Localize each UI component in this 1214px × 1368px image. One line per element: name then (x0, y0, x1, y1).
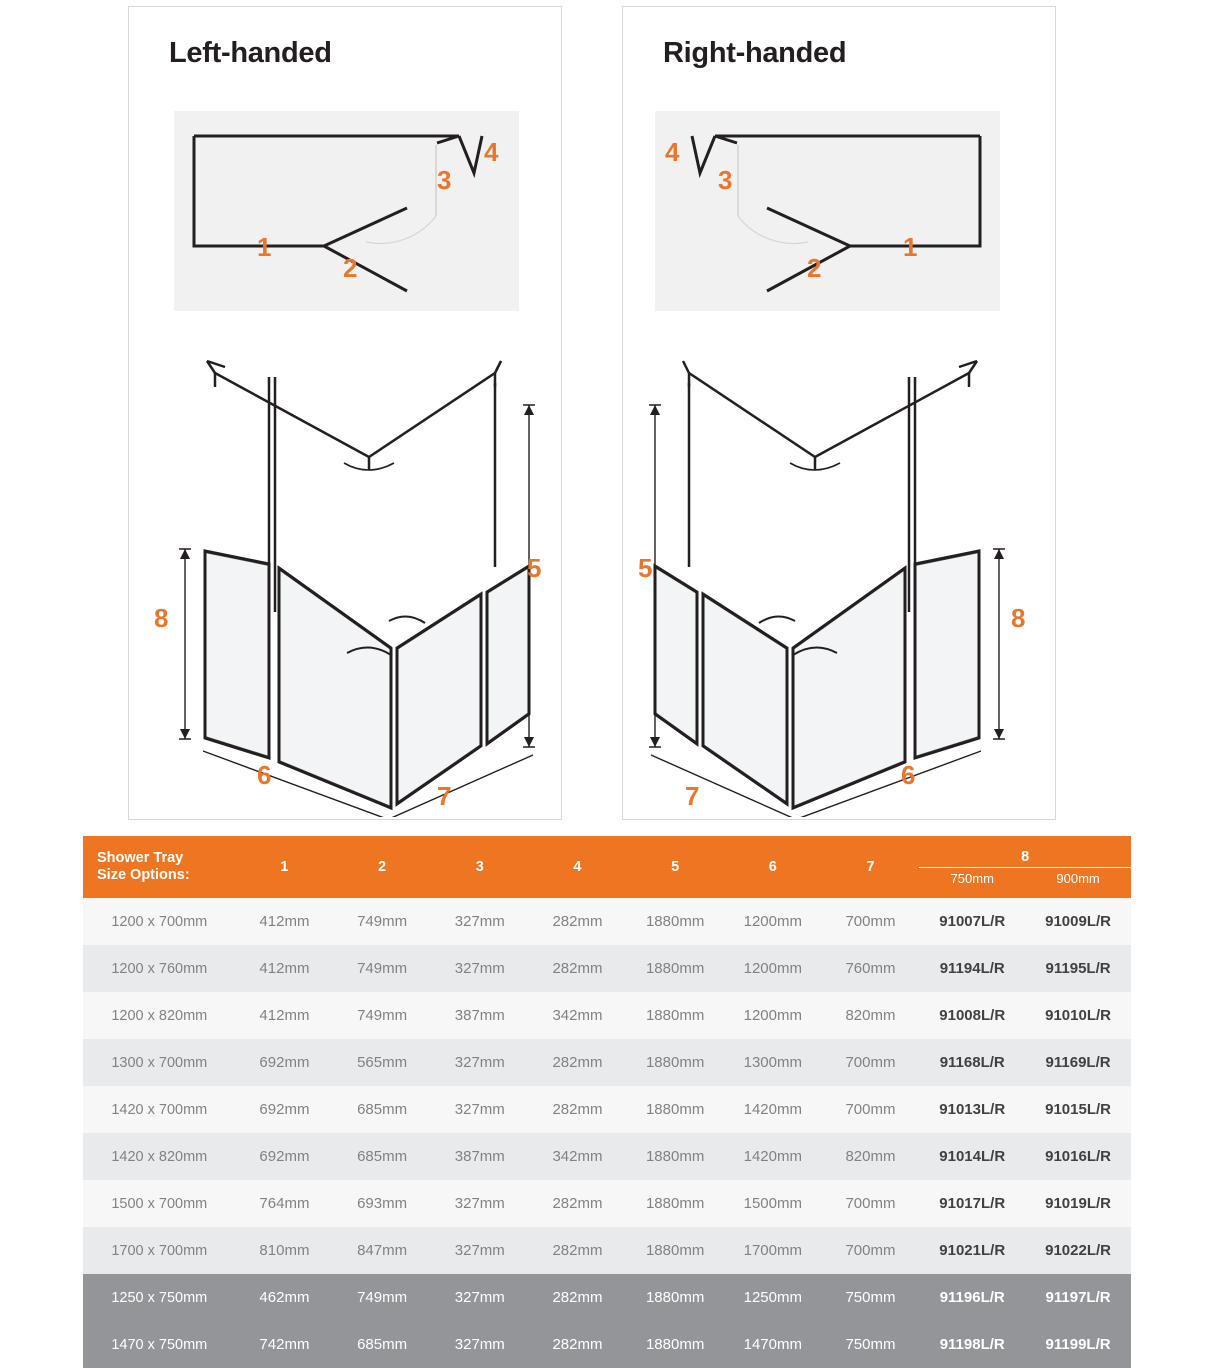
cell-1: 412mm (236, 992, 334, 1039)
callout-right-1: 1 (903, 232, 918, 262)
cell-6: 1700mm (724, 1227, 822, 1274)
callout-left-8: 8 (154, 603, 169, 633)
cell-code-900: 91019L/R (1025, 1180, 1131, 1227)
elevation-drawing-right (623, 337, 1055, 817)
panel-title-left: Left-handed (169, 37, 332, 69)
cell-6: 1500mm (724, 1180, 822, 1227)
cell-1: 692mm (236, 1039, 334, 1086)
cell-code-900: 91197L/R (1025, 1274, 1131, 1321)
header-col-3: 3 (431, 836, 529, 898)
cell-7: 700mm (822, 1180, 920, 1227)
table-row (83, 1274, 1131, 1321)
cell-code-900: 91199L/R (1025, 1321, 1131, 1368)
callout-left-3: 3 (437, 165, 452, 195)
cell-4: 342mm (529, 992, 627, 1039)
cell-code-900: 91195L/R (1025, 945, 1131, 992)
callout-left-4: 4 (484, 137, 499, 167)
cell-5: 1880mm (626, 898, 724, 945)
cell-6: 1200mm (724, 992, 822, 1039)
header-col-8-900: 900mm (1056, 870, 1100, 886)
table-row (83, 1039, 1131, 1086)
cell-size: 1300 x 700mm (83, 1039, 236, 1086)
cell-code-750: 91017L/R (919, 1180, 1025, 1227)
header-col-4: 4 (529, 836, 627, 898)
cell-1: 742mm (236, 1321, 334, 1368)
cell-code-750: 91194L/R (919, 945, 1025, 992)
callout-left-6: 6 (257, 760, 272, 790)
cell-size: 1470 x 750mm (83, 1321, 236, 1368)
cell-1: 692mm (236, 1086, 334, 1133)
cell-2: 749mm (333, 898, 431, 945)
cell-3: 327mm (431, 945, 529, 992)
cell-3: 327mm (431, 1086, 529, 1133)
callout-left-1: 1 (257, 232, 272, 262)
cell-3: 327mm (431, 1039, 529, 1086)
cell-5: 1880mm (626, 1227, 724, 1274)
cell-6: 1470mm (724, 1321, 822, 1368)
cell-5: 1880mm (626, 1321, 724, 1368)
cell-5: 1880mm (626, 1274, 724, 1321)
cell-7: 750mm (822, 1321, 920, 1368)
cell-4: 342mm (529, 1133, 627, 1180)
cell-3: 327mm (431, 1227, 529, 1274)
table-row (83, 1227, 1131, 1274)
cell-2: 749mm (333, 945, 431, 992)
cell-4: 282mm (529, 1086, 627, 1133)
cell-7: 700mm (822, 1086, 920, 1133)
cell-6: 1200mm (724, 945, 822, 992)
cell-7: 820mm (822, 1133, 920, 1180)
cell-code-750: 91008L/R (919, 992, 1025, 1039)
callout-right-5: 5 (638, 553, 653, 583)
header-size-line2: Size Options: (97, 867, 190, 883)
cell-size: 1200 x 760mm (83, 945, 236, 992)
callout-right-7: 7 (685, 781, 700, 811)
cell-code-750: 91196L/R (919, 1274, 1025, 1321)
cell-size: 1420 x 820mm (83, 1133, 236, 1180)
cell-code-750: 91168L/R (919, 1039, 1025, 1086)
cell-7: 760mm (822, 945, 920, 992)
table-body (83, 898, 1131, 1368)
cell-code-900: 91169L/R (1025, 1039, 1131, 1086)
cell-4: 282mm (529, 945, 627, 992)
cell-2: 685mm (333, 1086, 431, 1133)
cell-size: 1500 x 700mm (83, 1180, 236, 1227)
header-col-8-label: 8 (919, 849, 1131, 868)
cell-code-750: 91013L/R (919, 1086, 1025, 1133)
cell-5: 1880mm (626, 992, 724, 1039)
cell-3: 387mm (431, 1133, 529, 1180)
cell-2: 685mm (333, 1133, 431, 1180)
panel-title-right: Right-handed (663, 37, 847, 69)
cell-1: 412mm (236, 945, 334, 992)
cell-code-750: 91014L/R (919, 1133, 1025, 1180)
cell-1: 810mm (236, 1227, 334, 1274)
cell-4: 282mm (529, 1039, 627, 1086)
cell-3: 327mm (431, 1274, 529, 1321)
callout-left-2: 2 (343, 253, 358, 283)
cell-2: 685mm (333, 1321, 431, 1368)
callout-right-2: 2 (807, 253, 822, 283)
table-head (83, 836, 1131, 898)
callout-right-4: 4 (665, 137, 680, 167)
header-col-8-group (919, 836, 1131, 898)
callout-right-6: 6 (901, 760, 916, 790)
cell-4: 282mm (529, 1274, 627, 1321)
panel-right-handed (622, 6, 1056, 820)
cell-4: 282mm (529, 1227, 627, 1274)
callout-left-7: 7 (437, 781, 452, 811)
table-header-row (83, 836, 1131, 898)
cell-6: 1250mm (724, 1274, 822, 1321)
table-row (83, 1321, 1131, 1368)
cell-3: 387mm (431, 992, 529, 1039)
cell-7: 700mm (822, 1039, 920, 1086)
cell-2: 749mm (333, 1274, 431, 1321)
table-row (83, 1133, 1131, 1180)
cell-7: 700mm (822, 898, 920, 945)
header-col-5: 5 (626, 836, 724, 898)
callout-left-5: 5 (527, 553, 542, 583)
cell-3: 327mm (431, 1180, 529, 1227)
cell-1: 692mm (236, 1133, 334, 1180)
table-row (83, 992, 1131, 1039)
cell-code-750: 91007L/R (919, 898, 1025, 945)
size-options-table (83, 836, 1131, 1368)
cell-6: 1300mm (724, 1039, 822, 1086)
cell-2: 565mm (333, 1039, 431, 1086)
cell-2: 847mm (333, 1227, 431, 1274)
callout-right-3: 3 (718, 165, 733, 195)
plan-drawing-right (655, 111, 1000, 311)
cell-size: 1200 x 820mm (83, 992, 236, 1039)
cell-5: 1880mm (626, 945, 724, 992)
plan-view-right (655, 111, 1000, 311)
plan-view-left (174, 111, 519, 311)
cell-3: 327mm (431, 1321, 529, 1368)
cell-4: 282mm (529, 1180, 627, 1227)
table-row (83, 945, 1131, 992)
cell-5: 1880mm (626, 1086, 724, 1133)
cell-code-900: 91009L/R (1025, 898, 1131, 945)
cell-4: 282mm (529, 898, 627, 945)
panel-left-handed (128, 6, 562, 820)
cell-7: 820mm (822, 992, 920, 1039)
elevation-drawing-left (129, 337, 561, 817)
cell-4: 282mm (529, 1321, 627, 1368)
cell-code-900: 91016L/R (1025, 1133, 1131, 1180)
cell-1: 412mm (236, 898, 334, 945)
elevation-view-left (129, 337, 561, 817)
cell-code-900: 91022L/R (1025, 1227, 1131, 1274)
cell-7: 700mm (822, 1227, 920, 1274)
header-col-7: 7 (822, 836, 920, 898)
header-size (83, 836, 236, 898)
cell-size: 1250 x 750mm (83, 1274, 236, 1321)
cell-code-750: 91198L/R (919, 1321, 1025, 1368)
cell-size: 1700 x 700mm (83, 1227, 236, 1274)
callout-right-8: 8 (1011, 603, 1026, 633)
cell-5: 1880mm (626, 1180, 724, 1227)
cell-code-900: 91010L/R (1025, 992, 1131, 1039)
cell-2: 693mm (333, 1180, 431, 1227)
table-row (83, 1086, 1131, 1133)
cell-1: 764mm (236, 1180, 334, 1227)
elevation-view-right (623, 337, 1055, 817)
cell-3: 327mm (431, 898, 529, 945)
cell-5: 1880mm (626, 1133, 724, 1180)
shower-tray-table (83, 836, 1131, 1368)
cell-5: 1880mm (626, 1039, 724, 1086)
table-row (83, 1180, 1131, 1227)
table-row (83, 898, 1131, 945)
header-col-2: 2 (333, 836, 431, 898)
header-col-1: 1 (236, 836, 334, 898)
header-size-line1: Shower Tray (97, 850, 184, 866)
header-col-6: 6 (724, 836, 822, 898)
cell-6: 1420mm (724, 1133, 822, 1180)
cell-2: 749mm (333, 992, 431, 1039)
cell-7: 750mm (822, 1274, 920, 1321)
header-col-8-750: 750mm (950, 870, 994, 886)
cell-1: 462mm (236, 1274, 334, 1321)
cell-code-900: 91015L/R (1025, 1086, 1131, 1133)
cell-code-750: 91021L/R (919, 1227, 1025, 1274)
cell-size: 1200 x 700mm (83, 898, 236, 945)
cell-6: 1420mm (724, 1086, 822, 1133)
cell-6: 1200mm (724, 898, 822, 945)
cell-size: 1420 x 700mm (83, 1086, 236, 1133)
